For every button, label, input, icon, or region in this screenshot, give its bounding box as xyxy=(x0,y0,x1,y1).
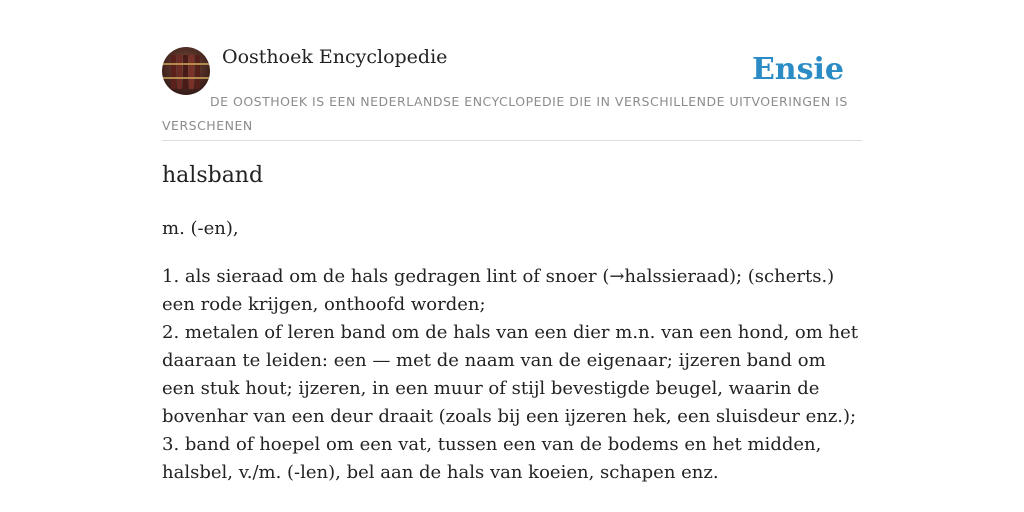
brand-logo[interactable]: Ensie xyxy=(751,52,844,87)
definition-item: 2. metalen of leren band om de hals van een dier m.n. van een hond, om het daaraan te leiden: een — met de naam van de eigenaar; ijzeren band om een stuk hout; ijzeren, in een muur of stijl bevestigde beugel, waarin de bovenhar van een deur draait (zoals bij een ijzeren hek, een sluisdeur enz.); xyxy=(162,322,859,427)
definition-item: 3. band of hoepel om een vat, tussen een van de bodems en het midden, halsbel, v./m. (-len), bel aan de hals van koeien, schapen enz. xyxy=(162,434,822,483)
site-title[interactable]: Oosthoek Encyclopedie xyxy=(222,46,448,68)
site-header xyxy=(162,0,862,141)
entry-definitions xyxy=(162,263,862,487)
definition-item: 1. als sieraad om de hals gedragen lint of snoer (→halssieraad); (scherts.) een rode krijgen, onthoofd worden; xyxy=(162,266,835,315)
page xyxy=(162,0,862,512)
encyclopedia-books-icon[interactable] xyxy=(162,47,210,95)
site-tagline: DE OOSTHOEK IS EEN NEDERLANDSE ENCYCLOPEDIE DIE IN VERSCHILLENDE UITVOERINGEN IS VERSCHENEN xyxy=(162,94,848,133)
entry-title: halsband xyxy=(162,163,264,188)
entry-grammar: m. (-en), xyxy=(162,218,239,239)
